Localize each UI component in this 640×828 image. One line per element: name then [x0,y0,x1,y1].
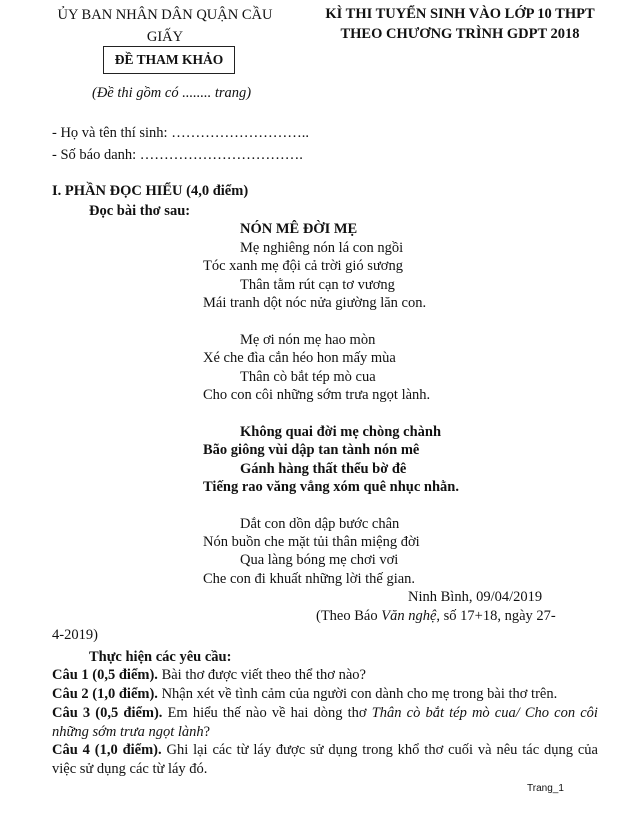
poem-line: Thân tằm rút cạn tơ vương [240,277,395,293]
candidate-name-line: - Họ và tên thí sinh: ……………………….. [52,125,309,141]
poem-source-date-wrap: 4-2019) [52,627,98,643]
poem-line: Qua làng bóng mẹ chơi vơi [240,552,399,568]
exam-title-line1: KÌ THI TUYỂN SINH VÀO LỚP 10 THPT [325,6,595,22]
poem-line: Tiếng rao văng vẳng xóm quê nhục nhằn. [203,479,459,495]
poem-place-date: Ninh Bình, 09/04/2019 [408,589,543,605]
exam-title-line2: THEO CHƯƠNG TRÌNH GDPT 2018 [340,26,580,42]
exam-title [300,4,620,44]
candidate-id-line: - Số báo danh: ……………………………. [52,147,303,163]
poem-line: Gánh hàng thất thểu bờ đê [240,461,407,477]
poem-line: Tóc xanh mẹ đội cả trời gió sương [203,258,403,274]
poem-line: Mái tranh dột nóc nửa giường lăn con. [203,295,427,311]
section-title: I. PHẦN ĐỌC HIỂU (4,0 điểm) [52,183,249,199]
poem-line: Mẹ ơi nón mẹ hao mòn [240,332,376,348]
poem-line: Không quai đời mẹ chòng chành [240,424,442,440]
questions-heading: Thực hiện các yêu cầu: [89,649,232,665]
question-2: Câu 2 (1,0 điểm). Nhận xét về tình cảm của người con dành cho mẹ trong bài thơ trên. [52,686,558,702]
question-1: Câu 1 (0,5 điểm). Bài thơ được viết theo thể thơ nào? [52,667,366,683]
poem-line: Xé che đìa cắn héo hon mấy mùa [203,350,396,366]
poem-line: Cho con côi những sớm trưa ngọt lành. [203,387,431,403]
page-number: Trang_1 [527,783,564,794]
poem-title: NÓN MÊ ĐỜI MẸ [240,221,358,237]
page-count-note: (Đề thi gồm có ........ trang) [92,85,252,101]
reading-instruction: Đọc bài thơ sau: [89,203,191,219]
poem-line: Mẹ nghiêng nón lá con ngồi [240,240,404,256]
poem-line: Dắt con dồn dập bước chân [240,516,400,532]
reference-exam-box: ĐỀ THAM KHẢO [103,46,235,74]
question-3: Câu 3 (0,5 điểm). Em hiểu thế nào về hai dòng thơ Thân cò bắt tép mò cua/ Cho con côi những sớm trưa ngọt lành? [52,705,598,740]
issuer-name: ỦY BAN NHÂN DÂN QUẬN CẦU GIẤY [57,7,273,45]
poem-line: Bão giông vùi dập tan tành nón mê [203,442,420,458]
poem-source: (Theo Báo Văn nghệ, số 17+18, ngày 27- [316,608,556,624]
question-4: Câu 4 (1,0 điểm). Ghi lại các từ láy được sử dụng trong khổ thơ cuối và nêu tác dụng của việc sử dụng các từ láy đó. [52,742,598,777]
poem-line: Thân cò bắt tép mò cua [240,369,376,385]
poem-line: Che con đi khuất những lời thế gian. [203,571,416,587]
poem-line: Nón buồn che mặt tủi thân miệng đời [203,534,420,550]
